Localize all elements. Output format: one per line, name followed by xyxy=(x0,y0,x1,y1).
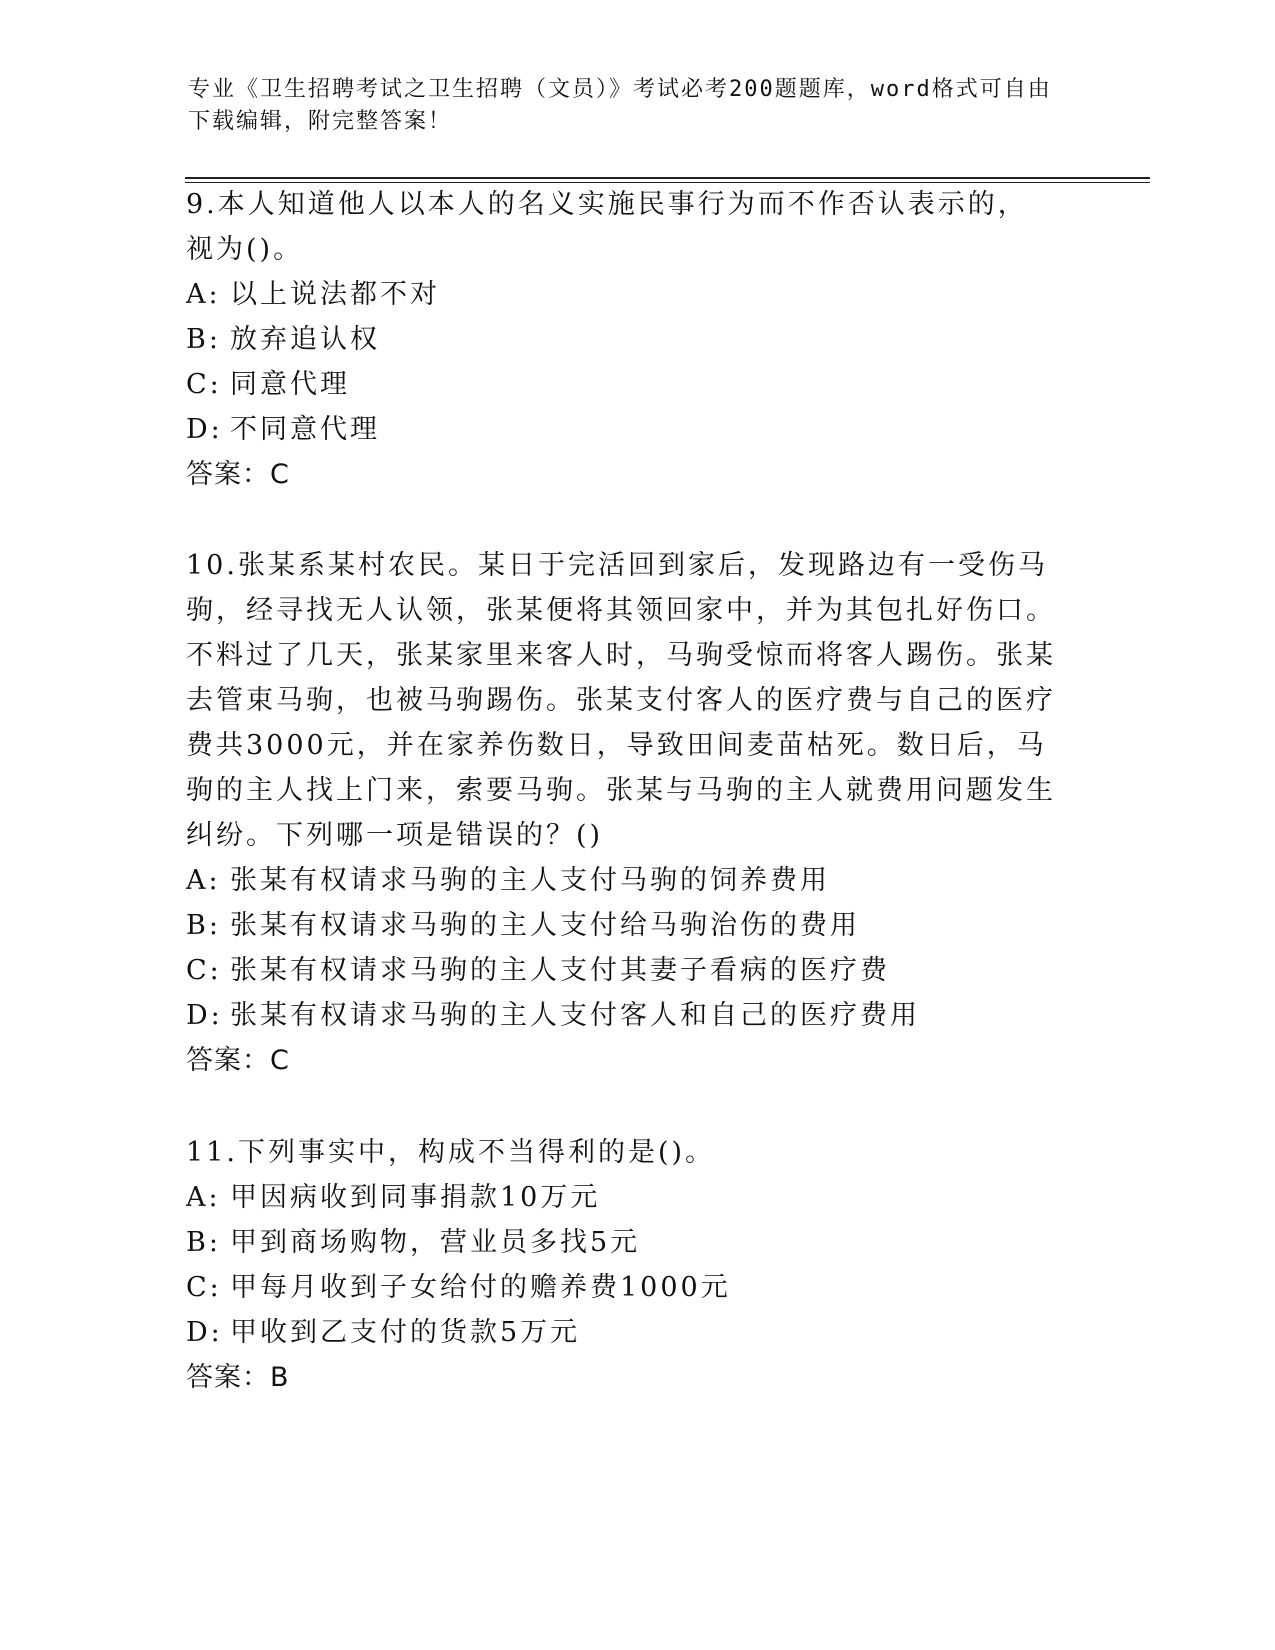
option-a xyxy=(186,1175,1086,1220)
option-text: 放弃追认权 xyxy=(230,324,380,355)
header-divider-thick xyxy=(185,177,1150,179)
question-stem: 10.张某系某村农民。某日于完活回到家后，发现路边有一受伤马驹，经寻找无人认领，张某便将其领回家中，并为其包扎好伤口。不料过了几天，张某家里来客人时，马驹受惊而将客人踢伤。张某去管束马驹，也被马驹踢伤。张某支付客人的医疗费与自己的医疗费共3000元，并在家养伤数日，导致田间麦苗枯死。数日后，马驹的主人找上门来，索要马驹。张某与马驹的主人就费用问题发生纠纷。下列哪一项是错误的？() xyxy=(186,550,1056,851)
option-letter: C: xyxy=(186,369,222,400)
option-a xyxy=(186,858,1086,903)
answer-line: 答案：C xyxy=(186,1045,290,1076)
question-stem: 9.本人知道他人以本人的名义实施民事行为而不作否认表示的，视为()。 xyxy=(186,189,1028,265)
question-10 xyxy=(186,543,1086,1083)
option-letter: D: xyxy=(186,1317,223,1348)
option-c xyxy=(186,362,1086,407)
option-c xyxy=(186,1265,1086,1310)
question-9 xyxy=(186,182,1086,497)
option-letter: D: xyxy=(186,414,223,445)
option-text: 张某有权请求马驹的主人支付马驹的饲养费用 xyxy=(230,865,830,896)
option-a xyxy=(186,272,1086,317)
option-text: 甲收到乙支付的货款5万元 xyxy=(230,1317,581,1348)
option-text: 甲到商场购物，营业员多找5元 xyxy=(230,1227,641,1258)
option-text: 不同意代理 xyxy=(230,414,380,445)
option-c xyxy=(186,948,1086,993)
option-b xyxy=(186,317,1086,362)
option-letter: A: xyxy=(186,279,221,310)
option-text: 甲每月收到子女给付的赡养费1000元 xyxy=(230,1272,731,1303)
option-d xyxy=(186,1310,1086,1355)
option-text: 张某有权请求马驹的主人支付客人和自己的医疗费用 xyxy=(230,1000,920,1031)
question-11 xyxy=(186,1130,1086,1400)
option-letter: B: xyxy=(186,324,221,355)
option-text: 甲因病收到同事捐款10万元 xyxy=(230,1182,601,1213)
option-letter: B: xyxy=(186,1227,221,1258)
option-text: 张某有权请求马驹的主人支付其妻子看病的医疗费 xyxy=(230,955,890,986)
option-letter: C: xyxy=(186,1272,222,1303)
option-d xyxy=(186,407,1086,452)
option-letter: C: xyxy=(186,955,222,986)
option-text: 同意代理 xyxy=(230,369,350,400)
option-b xyxy=(186,1220,1086,1265)
question-stem: 11.下列事实中，构成不当得利的是()。 xyxy=(186,1137,716,1168)
option-d xyxy=(186,993,1086,1038)
option-letter: A: xyxy=(186,1182,221,1213)
answer-line: 答案：B xyxy=(186,1362,290,1393)
option-b xyxy=(186,903,1086,948)
option-text: 张某有权请求马驹的主人支付给马驹治伤的费用 xyxy=(230,910,860,941)
option-letter: B: xyxy=(186,910,221,941)
option-text: 以上说法都不对 xyxy=(230,279,440,310)
answer-line: 答案：C xyxy=(186,459,290,490)
option-letter: A: xyxy=(186,865,221,896)
document-header: 专业《卫生招聘考试之卫生招聘（文员）》考试必考200题题库，word格式可自由下载编辑，附完整答案！ xyxy=(188,77,1052,134)
option-letter: D: xyxy=(186,1000,223,1031)
